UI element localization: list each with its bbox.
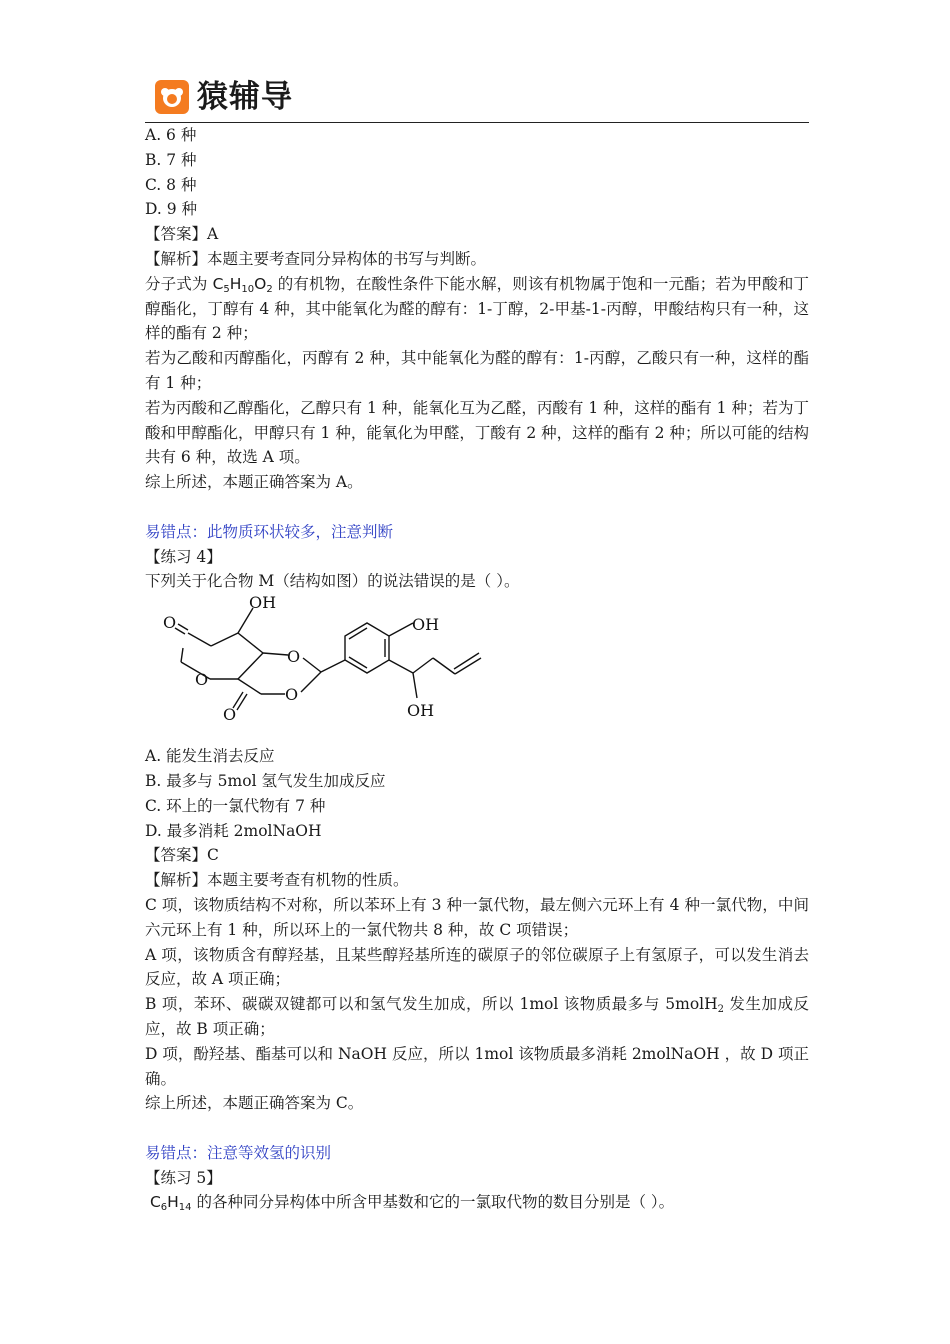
option-b: B. 最多与 5mol 氢气发生加成反应 [145,771,386,790]
logo-icon [155,80,189,114]
exercise-label: 【练习 4】 [145,547,222,566]
analysis-paragraph: 若为丙酸和乙醇酯化，乙醇只有 1 种，能氧化互为乙醛，丙酸有 1 种，这样的酯有 1 种；若为丁酸和甲醇酯化，甲醇只有 1 种，能氧化为甲醛，丁酸有 2 种，这样的酯有 2 种；所以可能的结构共有 6 种，故选 A 项。 [145,398,809,467]
ester-o-label: O [223,705,237,725]
page-header [145,76,809,123]
ketone-o-label: O [163,613,177,633]
option-a: A. 6 种 [145,126,197,144]
analysis-paragraph: A 项，该物质含有醇羟基，且某些醇羟基所连的碳原子的邻位碳原子上有氢原子，可以发生消去反应，故 A 项正确； [145,945,809,989]
analysis-paragraph: C 项，该物质结构不对称，所以苯环上有 3 种一氯代物，最左侧六元环上有 4 种一氯代物，中间六元环上有 1 种，所以环上的一氯代物共 8 种，故 C 项错误； [145,895,809,939]
option-d: D. 9 种 [145,200,198,219]
analysis-paragraph: 分子式为 $C_5H_{10}O_2$ 的有机物，在酸性条件下能水解，则该有机物属于饱和一元酯；若为甲酸和丁醇酯化，丁醇有 4 种，其中能氧化为醛的醇有：1-丁醇，2-甲基-1-丙醇，甲酸结构只有一种，这样的酯有 2 种； [145,274,809,343]
structure-diagram [145,594,809,744]
option-c: C. 8 种 [145,175,197,194]
answer: 【答案】A [145,225,219,244]
error-tip: 易错点：注意等效氢的识别 [145,1143,332,1162]
ring-o-label: O [287,647,301,667]
analysis-paragraph: D 项，酚羟基、酯基可以和 NaOH 反应，所以 1mol 该物质最多消耗 2molNaOH ，故 D 项正确。 [145,1044,809,1088]
analysis-intro: 【解析】本题主要考查有机物的性质。 [145,871,409,890]
option-d: D. 最多消耗 2molNaOH [145,821,322,840]
option-b: B. 7 种 [145,150,197,169]
analysis-paragraph: B 项，苯环、碳碳双键都可以和氢气发生加成，所以 1mol 该物质最多与 5molH$_2$ 发生加成反应，故 B 项正确； [145,995,809,1038]
analysis-paragraph: 若为乙酸和丙醇酯化，丙醇有 2 种，其中能氧化为醛的醇有：1-丙醇，乙酸只有一种，这样的酯有 1 种； [145,349,809,392]
analysis-intro: 【解析】本题主要考查同分异构体的书写与判断。 [145,249,487,268]
option-c: C. 环上的一氯代物有 7 种 [145,796,326,815]
exercise-label: 【练习 5】 [145,1168,222,1187]
question-text: 下列关于化合物 M（结构如图）的说法错误的是（ ）。 [145,572,520,591]
ring-o-label: O [195,670,209,690]
ring-o-label: O [285,685,299,705]
answer: 【答案】C [145,846,219,865]
oh-top-label: OH [249,596,277,613]
oh-bottom-label: OH [407,701,435,721]
document-body [145,123,809,1215]
error-tip: 易错点：此物质环状较多，注意判断 [145,522,394,541]
brand-name: 猿辅导 [197,79,293,115]
option-a: A. 能发生消去反应 [145,747,275,766]
analysis-summary: 综上所述，本题正确答案为 A。 [145,473,363,492]
oh-phenol-label: OH [412,615,440,635]
question-text: $C_6H_{14}$ 的各种同分异构体中所含甲基数和它的一氯取代物的数目分别是（ ）。 [149,1193,675,1214]
analysis-summary: 综上所述，本题正确答案为 C。 [145,1094,364,1113]
